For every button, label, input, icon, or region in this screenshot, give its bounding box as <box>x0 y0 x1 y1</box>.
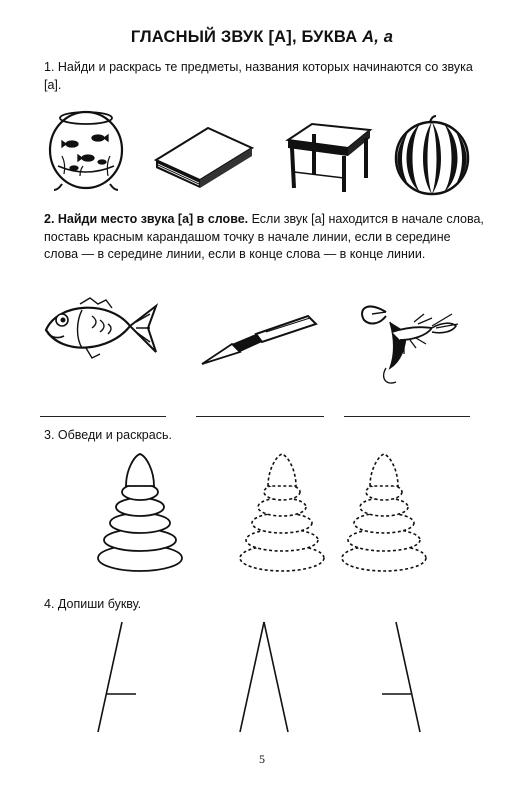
table-icon <box>282 116 374 196</box>
task-4-text: 4. Допиши букву. <box>44 597 142 611</box>
page-number: 5 <box>259 752 265 766</box>
letter-a-no-bar[interactable] <box>234 618 294 738</box>
task-2-rest: Если звук [а] находится в начале слова, поставь красным карандашом точку в начале линии, если в середине слова — в середине линии, если в конце слова — в конце линии. <box>44 212 484 261</box>
pen-icon <box>196 310 322 370</box>
task-2-text <box>44 211 484 264</box>
crayfish-icon <box>356 292 464 388</box>
album-icon <box>152 120 256 192</box>
title-letters: А, а <box>362 28 394 46</box>
pyramid-toy-icon[interactable] <box>92 452 188 574</box>
answer-line-3[interactable] <box>344 416 470 417</box>
pyramid-dashed-icon[interactable] <box>336 452 432 574</box>
task-1-text: 1. Найди и раскрась те предметы, названия которых начинаются со звука [а]. <box>44 60 473 92</box>
letter-a-left-stroke[interactable] <box>92 618 152 738</box>
watermelon-icon <box>390 114 474 198</box>
letter-a-right-stroke[interactable] <box>366 618 426 738</box>
pyramid-dashed-icon[interactable] <box>234 452 330 574</box>
task-3-text: 3. Обведи и раскрась. <box>44 428 172 442</box>
task-2-bold: 2. Найди место звука [а] в слове. <box>44 212 249 226</box>
page-title <box>0 28 524 47</box>
aquarium-icon <box>44 104 128 194</box>
answer-line-1[interactable] <box>40 416 166 417</box>
fish-icon <box>40 296 160 362</box>
answer-line-2[interactable] <box>196 416 324 417</box>
title-main: ГЛАСНЫЙ ЗВУК [А], БУКВА <box>130 28 363 46</box>
